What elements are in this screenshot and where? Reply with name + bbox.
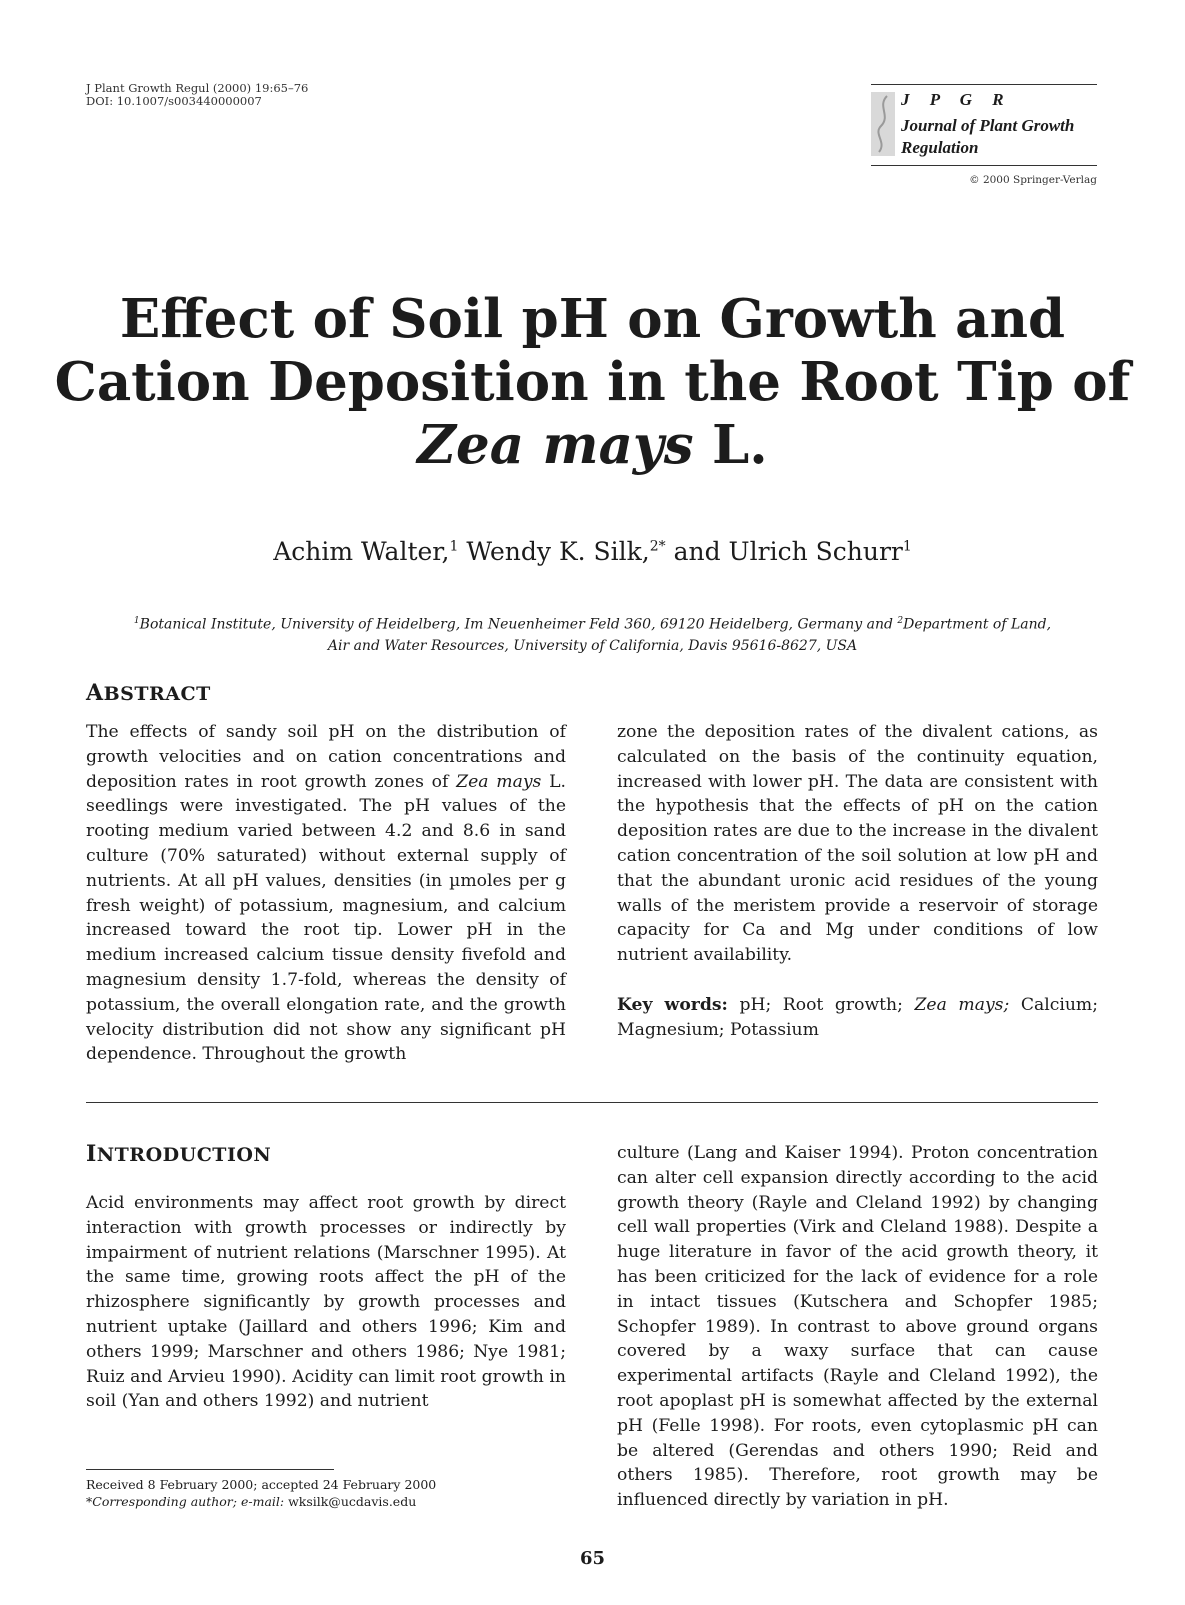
- keywords: Key words: pH; Root growth; Zea mays; Calcium; Magnesium; Potassium: [617, 994, 1098, 1040]
- journal-logo: [871, 84, 1097, 166]
- journal-name: Journal of Plant Growth Regulation: [901, 116, 1075, 157]
- page-number: 65: [579, 1548, 606, 1569]
- abstract-right-column: zone the deposition rates of the divalent cations, as calculated on the basis of the continuity equation, increased with lower pH. The data are consistent with the hypothesis that the effects of pH on the cation deposition rates are due to the increase in the divalent cation concentration of the soil solution at low pH and that the abundant uronic acid residues of the young walls of the meristem provide a reservoir of storage capacity for Ca and Mg under conditions of low nutrient availability. Key words: pH; Root growth; Zea mays; Calcium; Magnesium; Potassium: [617, 720, 1098, 1043]
- abstract-heading: ABSTRACT: [86, 680, 211, 706]
- introduction-heading: INTRODUCTION: [86, 1141, 272, 1167]
- copyright: © 2000 Springer-Verlag: [969, 174, 1097, 186]
- footnote-rule: [86, 1469, 334, 1470]
- doi-line: DOI: 10.1007/s003440000007: [86, 94, 262, 108]
- section-divider: [86, 1102, 1098, 1103]
- article-title: Effect of Soil pH on Growth and Cation Deposition in the Root Tip of Zea mays L.: [54, 288, 1131, 476]
- introduction-right-column: culture (Lang and Kaiser 1994). Proton concentration can alter cell expansion directly according to the acid growth theory (Rayle and Cleland 1992) by changing cell wall properties (Virk and Cleland 1988). Despite a huge literature in favor of the acid growth theory, it has been criticized for the lack of evidence for a role in intact tissues (Kutschera and Schopfer 1985; Schopfer 1989). In contrast to above ground organs covered by a waxy surface that can cause experimental artifacts (Rayle and Cleland 1992), the root apoplast pH is somewhat affected by the external pH (Felle 1998). For roots, even cytoplasmic pH can be altered (Gerendas and others 1990; Reid and others 1985). Therefore, root growth may be influenced directly by variation in pH.: [617, 1143, 1098, 1511]
- author-name: Achim Walter,: [273, 537, 450, 566]
- journal-citation: [86, 82, 308, 108]
- received-date: Received 8 February 2000; accepted 24 February 2000: [86, 1477, 437, 1492]
- journal-abbreviation: J P G R: [901, 90, 1012, 109]
- abstract-left-column: The effects of sandy soil pH on the distribution of growth velocities and on cation concentrations and deposition rates in root growth zones of Zea mays L. seedlings were investigated. The pH values of the rooting medium varied between 4.2 and 8.6 in sand culture (70% saturated) without external supply of nutrients. At all pH values, densities (in µmoles per g fresh weight) of potassium, magnesium, and calcium increased toward the root tip. Lower pH in the medium increased calcium tissue density fivefold and magnesium density 1.7-fold, whereas the density of potassium, the overall elongation rate, and the growth velocity distribution did not show any significant pH dependence. Throughout the growth: [86, 722, 566, 1065]
- introduction-left-column: Acid environments may affect root growth by direct interaction with growth processes or indirectly by impairment of nutrient relations (Marschner 1995). At the same time, growing roots affect the pH of the rhizosphere significantly by growth processes and nutrient uptake (Jaillard and others 1996; Kim and others 1999; Marschner and others 1986; Nye 1981; Ruiz and Arvieu 1990). Acidity can limit root growth in soil (Yan and others 1992) and nutrient: [86, 1193, 566, 1412]
- leaf-swirl-icon: [871, 92, 895, 156]
- author-list: Achim Walter,$^1$ Wendy K. Silk,$^{2*}$ and Ulrich Schurr$^1$: [273, 537, 912, 566]
- author-name: and Ulrich Schurr: [665, 537, 903, 566]
- author-name: Wendy K. Silk,: [458, 537, 650, 566]
- corresponding-author: *Corresponding author; e-mail: wksilk@ucdavis.edu: [86, 1494, 417, 1509]
- affiliations: $^1$Botanical Institute, University of Heidelberg, Im Neuenheimer Feld 360, 69120 Heidelberg, Germany and $^2$Department of Land, Air and Water Resources, University of California, Davis 95616-8627, USA: [133, 616, 1052, 654]
- citation-line: J Plant Growth Regul (2000) 19:65–76: [86, 81, 309, 95]
- email-link[interactable]: wksilk@ucdavis.edu: [288, 1494, 417, 1509]
- footnote: [86, 1476, 436, 1510]
- logo-bottom-rule: [871, 165, 1097, 166]
